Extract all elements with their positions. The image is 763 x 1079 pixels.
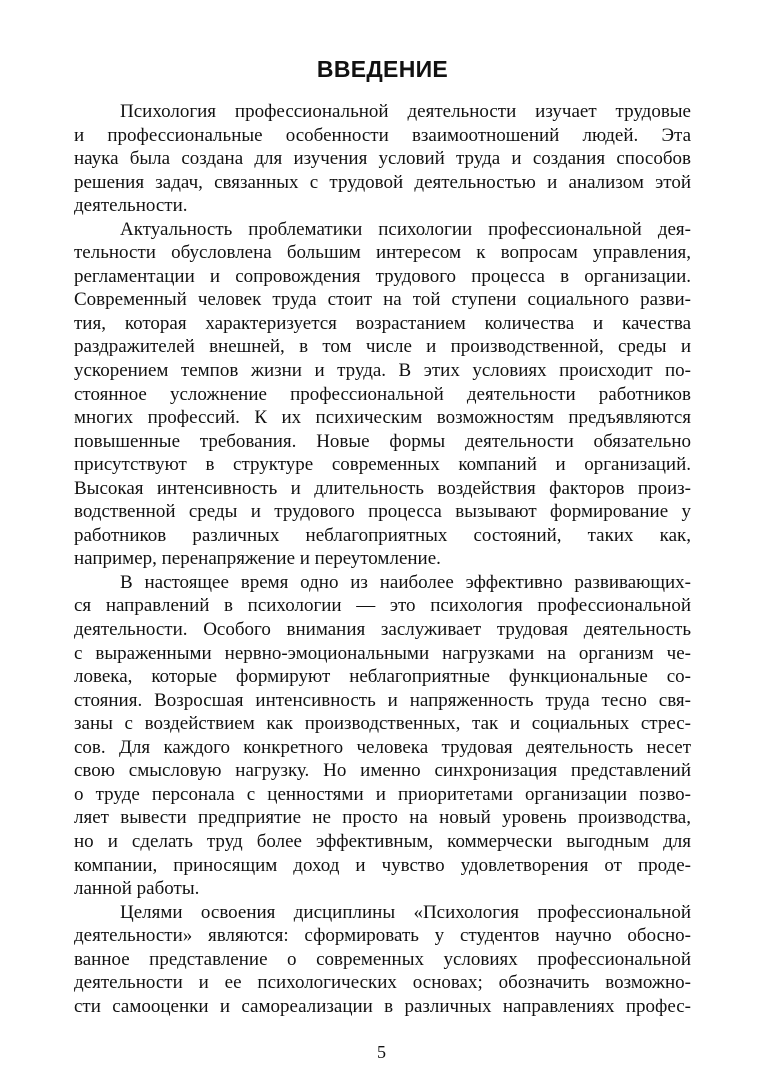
text-line: повышенные требования. Новые формы деятельности обязательно bbox=[74, 430, 691, 452]
text-line: решения задач, связанных с трудовой деятельностью и анализом этой bbox=[74, 171, 691, 193]
text-line: с выраженными нервно-эмоциональными нагрузками на организм че- bbox=[74, 642, 691, 664]
text-line: работников различных неблагоприятных состояний, таких как, bbox=[74, 524, 691, 546]
page-title: ВВЕДЕНИЕ bbox=[316, 56, 449, 82]
text-line: Целями освоения дисциплины «Психология профессиональной bbox=[120, 901, 691, 923]
text-line: стояния. Возросшая интенсивность и напряженность труда тесно свя- bbox=[74, 689, 691, 711]
text-line: Психология профессиональной деятельности изучает трудовые bbox=[120, 101, 691, 122]
text-line: и профессиональные особенности взаимоотношений людей. Эта bbox=[74, 124, 691, 146]
text-line: наука была создана для изучения условий труда и создания способов bbox=[74, 148, 691, 170]
text-line: компании, приносящим доход и чувство удовлетворения от проде- bbox=[74, 854, 691, 876]
text-line: например, перенапряжение и переутомление. bbox=[74, 548, 441, 570]
text-line: но и сделать труд более эффективным, коммерчески выгодным для bbox=[74, 830, 691, 852]
text-line: сти самооценки и самореализации в различных направлениях профес- bbox=[74, 995, 691, 1017]
paragraph bbox=[74, 100, 691, 218]
text-line: заны с воздействием как производственных, так и социальных стрес- bbox=[74, 713, 691, 735]
text-line: ловека, которые формируют неблагоприятные функциональные со- bbox=[74, 666, 691, 688]
text-line: ляет вывести предприятие не просто на новый уровень производства, bbox=[74, 807, 691, 829]
text-line: присутствуют в структуре современных компаний и организаций. bbox=[74, 454, 691, 476]
text-line: Высокая интенсивность и длительность воздействия факторов произ- bbox=[74, 477, 691, 499]
text-line: стоянное усложнение профессиональной деятельности работников bbox=[74, 383, 691, 405]
text-line: регламентации и сопровождения трудового процесса в организации. bbox=[74, 265, 691, 287]
document-page bbox=[74, 52, 691, 1052]
paragraph bbox=[74, 571, 691, 901]
text-line: деятельности. bbox=[74, 195, 188, 217]
text-line: деятельности. Особого внимания заслуживает трудовая деятельность bbox=[74, 619, 691, 641]
text-line: деятельности» являются: сформировать у студентов научно обосно- bbox=[74, 925, 691, 947]
text-line: ванное представление о современных условиях профессиональной bbox=[74, 948, 691, 970]
text-line: В настоящее время одно из наиболее эффективно развивающих- bbox=[120, 571, 691, 593]
paragraph bbox=[74, 218, 691, 571]
text-line: тельности обусловлена большим интересом к вопросам управления, bbox=[74, 242, 691, 264]
paragraph bbox=[74, 901, 691, 1019]
text-line: сов. Для каждого конкретного человека трудовая деятельность несет bbox=[74, 736, 691, 758]
text-line: многих профессий. К их психическим возможностям предъявляются bbox=[74, 407, 691, 429]
document-body bbox=[74, 100, 691, 1018]
text-line: ускорением темпов жизни и труда. В этих условиях происходит по- bbox=[74, 360, 691, 382]
text-line: водственной среды и трудового процесса вызывают формирование у bbox=[74, 501, 691, 523]
text-line: ся направлений в психологии — это психология профессиональной bbox=[74, 595, 691, 617]
text-line: ланной работы. bbox=[74, 878, 200, 900]
text-line: тия, которая характеризуется возрастанием количества и качества bbox=[74, 312, 691, 334]
text-line: Актуальность проблематики психологии профессиональной дея- bbox=[120, 218, 691, 240]
text-line: Современный человек труда стоит на той ступени социального разви- bbox=[74, 289, 691, 311]
text-line: деятельности и ее психологических основах; обозначить возможно- bbox=[74, 972, 691, 994]
page-number: 5 bbox=[377, 1042, 386, 1062]
text-line: свою смысловую нагрузку. Но именно синхронизация представлений bbox=[74, 760, 691, 782]
text-line: раздражителей внешней, в том числе и производственной, среды и bbox=[74, 336, 691, 358]
text-line: о труде персонала с ценностями и приоритетами организации позво- bbox=[74, 783, 691, 805]
